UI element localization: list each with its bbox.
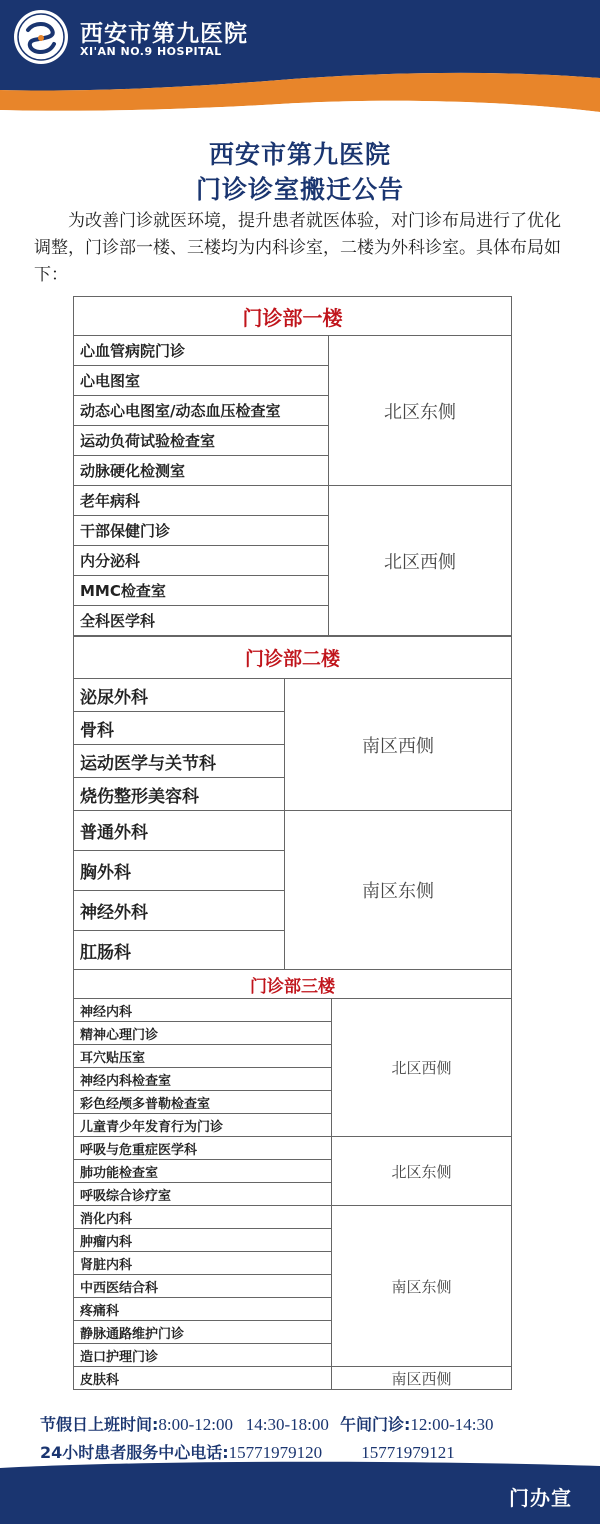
dept-cell: 疼痛科 — [74, 1298, 332, 1321]
dept-cell: 运动医学与关节科 — [74, 745, 285, 778]
dept-cell: 骨科 — [74, 712, 285, 745]
dept-cell: 动脉硬化检测室 — [74, 456, 329, 486]
dept-cell: 普通外科 — [74, 811, 285, 851]
dept-cell: 烧伤整形美容科 — [74, 778, 285, 811]
floor-2-table — [73, 636, 512, 970]
dept-cell: 运动负荷试验检查室 — [74, 426, 329, 456]
phone-number-2: 15771979121 — [361, 1443, 455, 1462]
dept-cell: 心血管病院门诊 — [74, 336, 329, 366]
dept-cell: 造口护理门诊 — [74, 1344, 332, 1367]
dept-cell: 皮肤科 — [74, 1367, 332, 1390]
dept-cell: 肛肠科 — [74, 931, 285, 970]
dept-cell: MMC检查室 — [74, 576, 329, 606]
hospital-name-en: XI'AN NO.9 HOSPITAL — [80, 45, 222, 58]
noon-clinic-label: 午间门诊: — [339, 1415, 411, 1434]
holiday-hours-label: 节假日上班时间: — [40, 1415, 159, 1434]
dept-cell: 呼吸与危重症医学科 — [74, 1137, 332, 1160]
floor-heading: 门诊部一楼 — [74, 297, 512, 336]
dept-cell: 耳穴贴压室 — [74, 1045, 332, 1068]
location-cell: 北区西侧 — [329, 486, 512, 636]
dept-cell: 中西医结合科 — [74, 1275, 332, 1298]
dept-cell: 神经内科检查室 — [74, 1068, 332, 1091]
location-cell: 北区西侧 — [332, 999, 512, 1137]
dept-cell: 全科医学科 — [74, 606, 329, 636]
location-cell: 南区西侧 — [285, 679, 512, 811]
page-header — [0, 0, 600, 128]
location-cell: 南区东侧 — [285, 811, 512, 970]
dept-cell: 彩色经颅多普勒检查室 — [74, 1091, 332, 1114]
dept-cell: 泌尿外科 — [74, 679, 285, 712]
noon-clinic-value: 12:00-14:30 — [410, 1415, 494, 1434]
floor-heading: 门诊部二楼 — [74, 637, 512, 679]
dept-cell: 动态心电图室/动态血压检查室 — [74, 396, 329, 426]
hospital-logo-icon — [12, 8, 70, 66]
floor-1-table — [73, 296, 512, 636]
issuer-sign: 门办宣 — [509, 1486, 572, 1510]
dept-cell: 儿童青少年发育行为门诊 — [74, 1114, 332, 1137]
notice-intro: 为改善门诊就医环境，提升患者就医体验，对门诊布局进行了优化调整，门诊部一楼、三楼均为内科诊室，二楼为外科诊室。具体布局如下： — [34, 211, 561, 285]
floor-heading: 门诊部三楼 — [74, 970, 512, 999]
phone-label: 24小时患者服务中心电话: — [40, 1443, 229, 1462]
dept-cell: 内分泌科 — [74, 546, 329, 576]
dept-cell: 精神心理门诊 — [74, 1022, 332, 1045]
working-hours — [40, 1412, 493, 1435]
dept-cell: 神经外科 — [74, 891, 285, 931]
dept-cell: 静脉通路维护门诊 — [74, 1321, 332, 1344]
location-cell: 南区西侧 — [332, 1367, 512, 1390]
dept-cell: 老年病科 — [74, 486, 329, 516]
holiday-hours-value: 8:00-12:00 14:30-18:00 — [158, 1415, 329, 1434]
location-cell: 南区东侧 — [332, 1206, 512, 1367]
notice-title-line1: 西安市第九医院 — [208, 140, 391, 169]
floor-3-table — [73, 969, 512, 1390]
dept-cell: 肾脏内科 — [74, 1252, 332, 1275]
dept-cell: 呼吸综合诊疗室 — [74, 1183, 332, 1206]
dept-cell: 神经内科 — [74, 999, 332, 1022]
dept-cell: 干部保健门诊 — [74, 516, 329, 546]
dept-cell: 消化内科 — [74, 1206, 332, 1229]
dept-cell: 胸外科 — [74, 851, 285, 891]
notice-title-line2: 门诊诊室搬迁公告 — [195, 175, 404, 204]
location-cell: 北区东侧 — [329, 336, 512, 486]
phone-number-1: 15771979120 — [228, 1443, 323, 1462]
dept-cell: 肺功能检查室 — [74, 1160, 332, 1183]
dept-cell: 心电图室 — [74, 366, 329, 396]
location-cell: 北区东侧 — [332, 1137, 512, 1206]
dept-cell: 肿瘤内科 — [74, 1229, 332, 1252]
hospital-name: 西安市第九医院 — [80, 21, 248, 47]
